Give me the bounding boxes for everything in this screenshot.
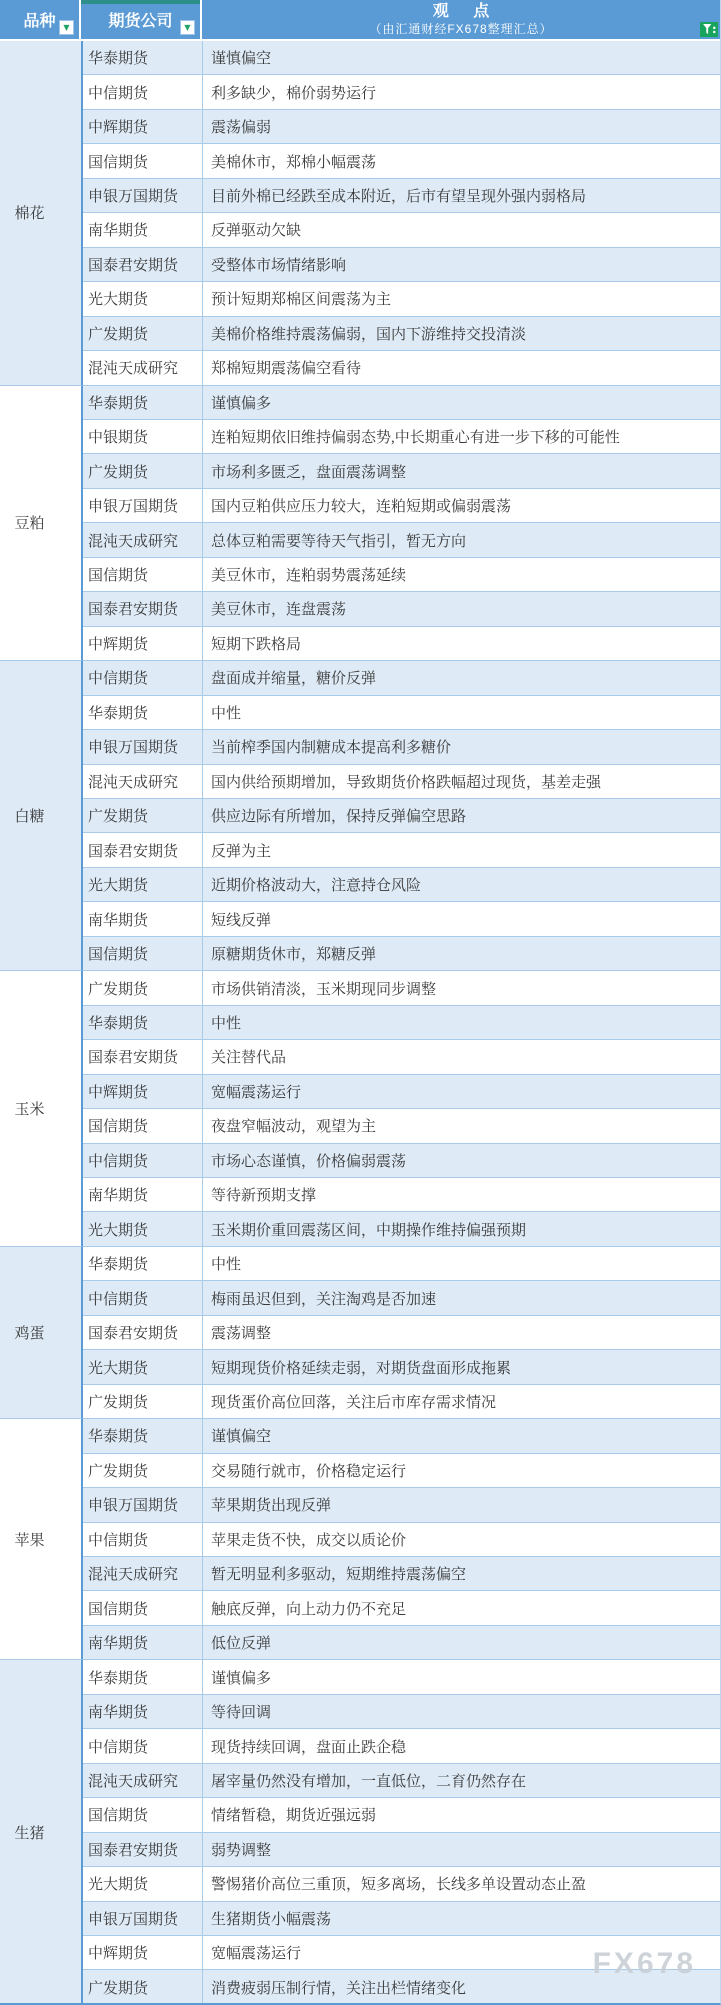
- header-variety-cell: [0, 0, 81, 39]
- view-cell: 美豆休市，连盘震荡: [211, 602, 347, 619]
- view-cell: 现货持续回调，盘面止跌企稳: [211, 1739, 407, 1756]
- opinion-row: [83, 1902, 720, 1936]
- view-cell: 美棉价格维持震荡偏弱，国内下游维持交投清淡: [211, 326, 527, 343]
- view-cell: 梅雨虽迟但到，关注淘鸡是否加速: [211, 1291, 437, 1308]
- opinion-row: [83, 1660, 720, 1694]
- view-cell: 玉米期价重回震荡区间，中期操作维持偏强预期: [211, 1222, 527, 1239]
- company-cell: 光大期货: [83, 1867, 203, 1900]
- company-cell: 南华期货: [83, 1695, 203, 1728]
- company-cell: 中银期货: [83, 420, 203, 453]
- company-cell: 南华期货: [83, 1178, 203, 1211]
- company-cell: 中信期货: [83, 1144, 203, 1177]
- view-cell: 谨慎偏多: [211, 395, 272, 412]
- view-cell: 反弹驱动欠缺: [211, 223, 302, 240]
- company-cell: 混沌天成研究: [83, 765, 203, 798]
- opinion-row: [83, 1557, 720, 1591]
- commodity-label: 玉米: [0, 971, 83, 1247]
- opinion-row: [83, 213, 720, 247]
- opinion-row: [83, 1626, 720, 1660]
- company-cell: 混沌天成研究: [83, 1557, 203, 1590]
- view-cell: 受整体市场情绪影响: [211, 257, 347, 274]
- company-cell: 广发期货: [83, 1385, 203, 1418]
- company-cell: 华泰期货: [83, 1660, 203, 1693]
- opinion-row: [83, 1006, 720, 1040]
- opinion-row: [83, 351, 720, 385]
- company-cell: 中信期货: [83, 1281, 203, 1314]
- company-cell: 国信期货: [83, 1798, 203, 1831]
- company-cell: 华泰期货: [83, 1247, 203, 1280]
- opinion-row: [83, 1798, 720, 1832]
- view-cell: 短期现货价格延续走弱，对期货盘面形成拖累: [211, 1360, 512, 1377]
- commodity-label: 白糖: [0, 661, 83, 971]
- company-cell: 华泰期货: [83, 41, 203, 74]
- view-cell: 消费疲弱压制行情，关注出栏情绪变化: [211, 1980, 467, 1997]
- commodity-group: [0, 1660, 720, 2005]
- opinion-row: [83, 868, 720, 902]
- view-cell: 市场利多匮乏，盘面震荡调整: [211, 464, 407, 481]
- commodity-label: 豆粕: [0, 386, 83, 662]
- company-cell: 国信期货: [83, 937, 203, 970]
- opinion-row: [83, 696, 720, 730]
- opinion-row: [83, 1695, 720, 1729]
- opinion-row: [83, 799, 720, 833]
- view-cell: 原糖期货休市，郑糖反弹: [211, 947, 377, 964]
- view-cell: 等待回调: [211, 1705, 272, 1722]
- opinion-row: [83, 144, 720, 178]
- commodity-label: 生猪: [0, 1660, 83, 2005]
- variety-filter-button[interactable]: [59, 20, 74, 35]
- header-company-cell: [81, 0, 202, 39]
- view-cell: 短线反弹: [211, 912, 272, 929]
- opinion-row: [83, 1936, 720, 1970]
- opinion-row: [83, 1178, 720, 1212]
- group-rows: [83, 1660, 720, 2005]
- commodity-group: [0, 386, 720, 662]
- company-cell: 广发期货: [83, 971, 203, 1004]
- opinion-row: [83, 1523, 720, 1557]
- opinion-row: [83, 1591, 720, 1625]
- header-variety-label: 品种: [23, 13, 56, 30]
- view-cell: 震荡偏弱: [211, 120, 272, 137]
- company-filter-button[interactable]: [180, 20, 195, 35]
- opinion-row: [83, 1454, 720, 1488]
- view-cell: 中性: [211, 705, 242, 722]
- commodity-group: [0, 661, 720, 971]
- commodity-label: 棉花: [0, 41, 83, 386]
- company-cell: 广发期货: [83, 799, 203, 832]
- opinion-row: [83, 1075, 720, 1109]
- commodity-group: [0, 971, 720, 1247]
- opinion-row: [83, 592, 720, 626]
- header-view-title: 观 点: [432, 3, 500, 20]
- view-cell: 屠宰量仍然没有增加，一直低位，二育仍然存在: [211, 1773, 527, 1790]
- group-rows: [83, 971, 720, 1247]
- company-cell: 华泰期货: [83, 1419, 203, 1452]
- view-filter-funnel-button[interactable]: [700, 22, 718, 37]
- opinion-row: [83, 41, 720, 75]
- group-rows: [83, 386, 720, 662]
- view-cell: 宽幅震荡运行: [211, 1946, 302, 1963]
- view-cell: 关注替代品: [211, 1050, 287, 1067]
- view-cell: 暂无明显利多驱动，短期维持震荡偏空: [211, 1567, 467, 1584]
- view-cell: 弱势调整: [211, 1842, 272, 1859]
- company-cell: 国泰君安期货: [83, 1316, 203, 1349]
- opinion-row: [83, 1350, 720, 1384]
- view-cell: 夜盘窄幅波动，观望为主: [211, 1119, 377, 1136]
- company-cell: 光大期货: [83, 868, 203, 901]
- view-cell: 警惕猪价高位三重顶，短多离场，长线多单设置动态止盈: [211, 1877, 587, 1894]
- company-cell: 华泰期货: [83, 696, 203, 729]
- company-cell: 华泰期货: [83, 1006, 203, 1039]
- opinion-row: [83, 1729, 720, 1763]
- opinion-row: [83, 282, 720, 316]
- view-cell: 供应边际有所增加，保持反弹偏空思路: [211, 809, 467, 826]
- company-cell: 国信期货: [83, 144, 203, 177]
- view-cell: 总体豆粕需要等待天气指引，暂无方向: [211, 533, 467, 550]
- opinion-row: [83, 558, 720, 592]
- company-cell: 国信期货: [83, 1591, 203, 1624]
- company-cell: 中辉期货: [83, 110, 203, 143]
- view-cell: 国内供给预期增加，导致期货价格跌幅超过现货，基差走强: [211, 774, 602, 791]
- opinion-row: [83, 1970, 720, 2004]
- view-cell: 交易随行就市，价格稳定运行: [211, 1463, 407, 1480]
- view-cell: 反弹为主: [211, 843, 272, 860]
- commodity-label: 鸡蛋: [0, 1247, 83, 1419]
- view-cell: 盘面成并缩量，糖价反弹: [211, 671, 377, 688]
- opinion-row: [83, 75, 720, 109]
- view-cell: 等待新预期支撑: [211, 1188, 317, 1205]
- view-cell: 市场供销清淡，玉米期现同步调整: [211, 981, 437, 998]
- view-cell: 美棉休市，郑棉小幅震荡: [211, 154, 377, 171]
- view-cell: 震荡调整: [211, 1326, 272, 1343]
- company-cell: 国信期货: [83, 1109, 203, 1142]
- company-cell: 光大期货: [83, 1212, 203, 1245]
- opinion-row: [83, 833, 720, 867]
- company-cell: 广发期货: [83, 1970, 203, 2003]
- table-body: [0, 41, 720, 2005]
- company-cell: 中信期货: [83, 1729, 203, 1762]
- opinion-row: [83, 1316, 720, 1350]
- company-cell: 国泰君安期货: [83, 248, 203, 281]
- company-cell: 混沌天成研究: [83, 1764, 203, 1797]
- group-rows: [83, 661, 720, 971]
- company-cell: 光大期货: [83, 282, 203, 315]
- opinion-row: [83, 971, 720, 1005]
- opinion-row: [83, 110, 720, 144]
- opinion-row: [83, 627, 720, 661]
- view-cell: 苹果走货不快，成交以质论价: [211, 1532, 407, 1549]
- view-cell: 谨慎偏空: [211, 51, 272, 68]
- opinion-row: [83, 937, 720, 971]
- opinion-row: [83, 179, 720, 213]
- company-cell: 中信期货: [83, 661, 203, 694]
- funnel-icon: [703, 24, 716, 35]
- opinion-row: [83, 1144, 720, 1178]
- view-cell: 情绪暂稳，期货近强远弱: [211, 1808, 377, 1825]
- company-cell: 混沌天成研究: [83, 523, 203, 556]
- opinion-row: [83, 1109, 720, 1143]
- view-cell: 触底反弹，向上动力仍不充足: [211, 1601, 407, 1618]
- group-rows: [83, 1247, 720, 1419]
- commodity-group: [0, 1247, 720, 1419]
- company-cell: 国泰君安期货: [83, 592, 203, 625]
- company-cell: 南华期货: [83, 1626, 203, 1659]
- company-cell: 申银万国期货: [83, 730, 203, 763]
- company-cell: 光大期货: [83, 1350, 203, 1383]
- header-view-cell: [202, 0, 720, 39]
- opinion-row: [83, 1764, 720, 1798]
- opinion-row: [83, 248, 720, 282]
- commodity-group: [0, 41, 720, 386]
- company-cell: 广发期货: [83, 317, 203, 350]
- company-cell: 国泰君安期货: [83, 833, 203, 866]
- opinion-row: [83, 386, 720, 420]
- company-cell: 申银万国期货: [83, 1902, 203, 1935]
- group-rows: [83, 41, 720, 386]
- company-cell: 国泰君安期货: [83, 1833, 203, 1866]
- company-cell: 南华期货: [83, 213, 203, 246]
- company-cell: 国信期货: [83, 558, 203, 591]
- header-company-label: 期货公司: [108, 13, 173, 30]
- opinion-row: [83, 1040, 720, 1074]
- view-cell: 中性: [211, 1015, 242, 1032]
- view-cell: 短期下跌格局: [211, 636, 302, 653]
- view-cell: 谨慎偏多: [211, 1670, 272, 1687]
- opinion-row: [83, 523, 720, 557]
- company-cell: 华泰期货: [83, 386, 203, 419]
- header-view-subtitle: （由汇通财经FX678整理汇总）: [369, 22, 553, 36]
- company-cell: 广发期货: [83, 454, 203, 487]
- view-cell: 中性: [211, 1257, 242, 1274]
- view-cell: 国内豆粕供应压力较大，连粕短期或偏弱震荡: [211, 499, 512, 516]
- view-cell: 苹果期货出现反弹: [211, 1498, 332, 1515]
- company-cell: 中辉期货: [83, 627, 203, 660]
- opinion-row: [83, 1281, 720, 1315]
- view-cell: 近期价格波动大，注意持仓风险: [211, 878, 422, 895]
- view-cell: 连粕短期依旧维持偏弱态势,中长期重心有进一步下移的可能性: [211, 430, 620, 447]
- group-rows: [83, 1419, 720, 1660]
- company-cell: 中信期货: [83, 1523, 203, 1556]
- opinion-row: [83, 765, 720, 799]
- commodity-label: 苹果: [0, 1419, 83, 1660]
- company-cell: 广发期货: [83, 1454, 203, 1487]
- view-cell: 现货蛋价高位回落，关注后市库存需求情况: [211, 1394, 497, 1411]
- company-cell: 中信期货: [83, 75, 203, 108]
- opinion-row: [83, 489, 720, 523]
- view-cell: 生猪期货小幅震荡: [211, 1911, 332, 1928]
- opinion-row: [83, 420, 720, 454]
- opinion-row: [83, 317, 720, 351]
- opinion-row: [83, 454, 720, 488]
- view-cell: 宽幅震荡运行: [211, 1084, 302, 1101]
- commodity-group: [0, 1419, 720, 1660]
- table-header: [0, 0, 720, 41]
- company-cell: 中辉期货: [83, 1936, 203, 1969]
- view-cell: 利多缺少，棉价弱势运行: [211, 85, 377, 102]
- opinion-row: [83, 730, 720, 764]
- opinion-row: [83, 1867, 720, 1901]
- company-cell: 南华期货: [83, 902, 203, 935]
- view-cell: 美豆休市，连粕弱势震荡延续: [211, 568, 407, 585]
- view-cell: 市场心态谨慎，价格偏弱震荡: [211, 1153, 407, 1170]
- view-cell: 预计短期郑棉区间震荡为主: [211, 292, 392, 309]
- company-cell: 申银万国期货: [83, 1488, 203, 1521]
- view-cell: 低位反弹: [211, 1636, 272, 1653]
- filter-dropdown-icon: ▼: [184, 22, 191, 32]
- company-cell: 申银万国期货: [83, 489, 203, 522]
- opinion-row: [83, 1419, 720, 1453]
- opinion-row: [83, 1833, 720, 1867]
- opinion-row: [83, 1385, 720, 1419]
- company-cell: 申银万国期货: [83, 179, 203, 212]
- filter-dropdown-icon: ▼: [63, 22, 70, 32]
- opinion-row: [83, 1212, 720, 1246]
- view-cell: 目前外棉已经跌至成本附近，后市有望呈现外强内弱格局: [211, 189, 587, 206]
- company-cell: 国泰君安期货: [83, 1040, 203, 1073]
- opinion-row: [83, 1247, 720, 1281]
- company-cell: 混沌天成研究: [83, 351, 203, 384]
- view-cell: 谨慎偏空: [211, 1429, 272, 1446]
- opinion-row: [83, 1488, 720, 1522]
- company-cell: 中辉期货: [83, 1075, 203, 1108]
- view-cell: 郑棉短期震荡偏空看待: [211, 361, 362, 378]
- view-cell: 当前榨季国内制糖成本提高利多糖价: [211, 740, 452, 757]
- fx678-watermark: FX678: [592, 1947, 696, 1980]
- opinion-row: [83, 902, 720, 936]
- opinion-row: [83, 661, 720, 695]
- header-accent-strip: [81, 0, 200, 4]
